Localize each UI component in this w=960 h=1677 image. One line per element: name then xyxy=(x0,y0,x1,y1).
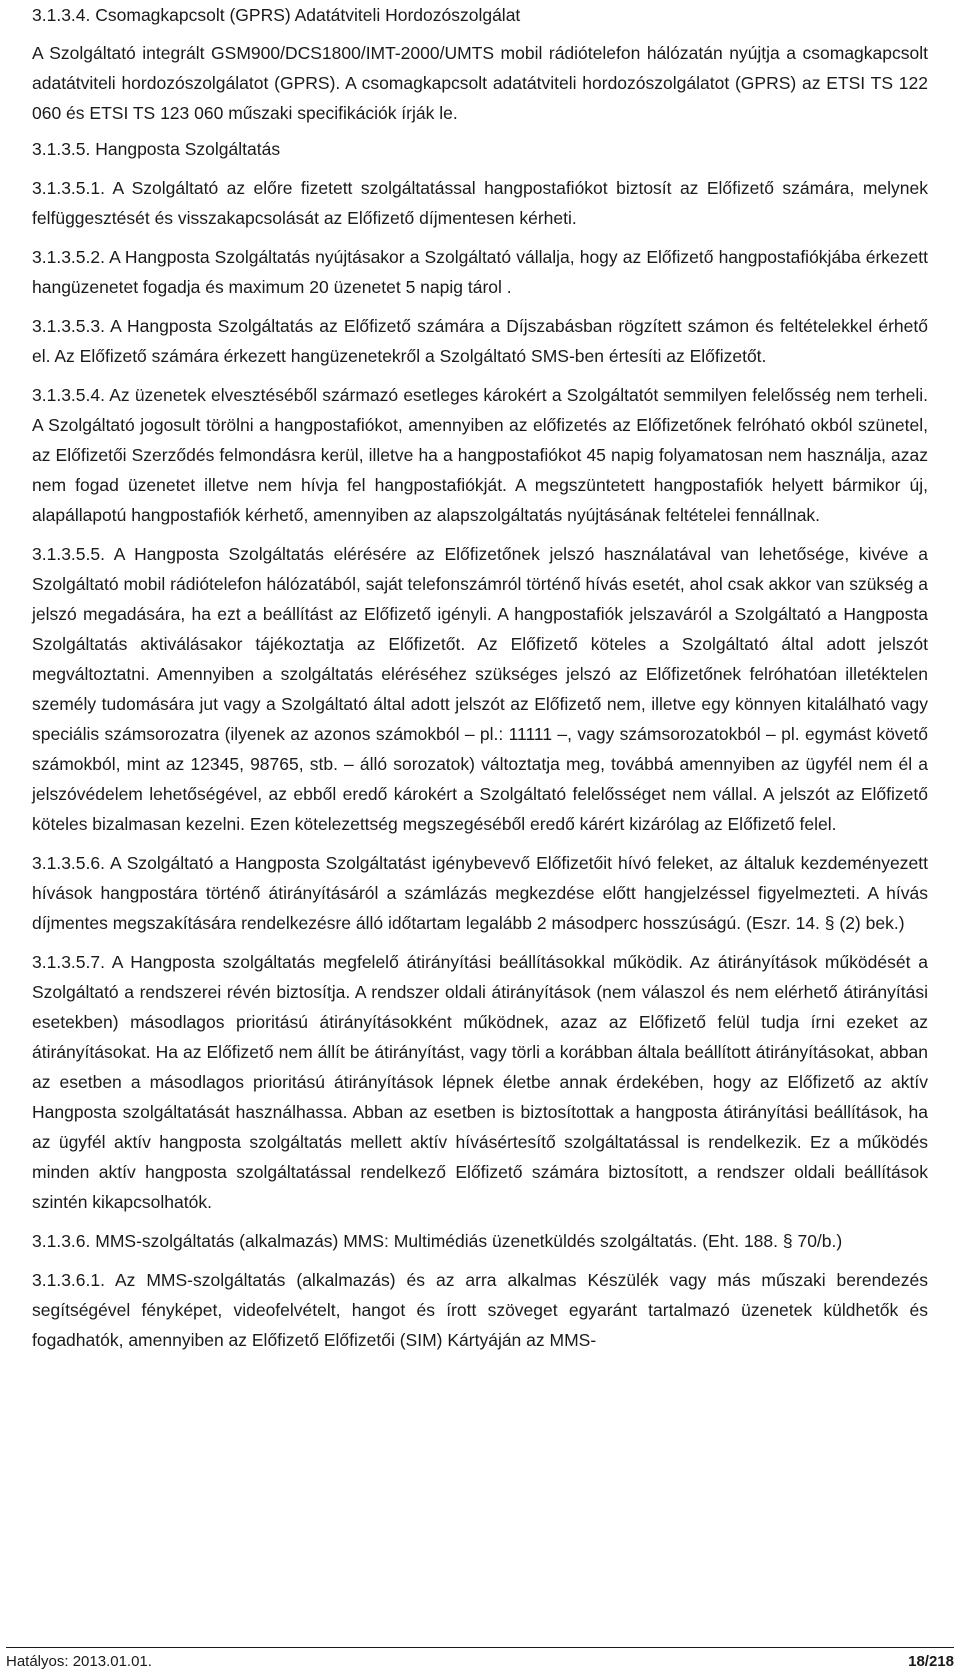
page-number: 18/218 xyxy=(908,1653,954,1670)
paragraph-3-1-3-5-5: 3.1.3.5.5. A Hangposta Szolgáltatás elérésére az Előfizetőnek jelszó használatával van lehetősége, kivéve a Szolgáltató mobil rádiótelefon hálózatából, saját telefonszámról történő hívás esetét, ahol csak akkor van szükség a jelszó megadására, ha ezt a beállítást az Előfizető igényli. A hangpostafiók jelszaváról a Szolgáltató a Hangposta Szolgáltatás aktiválásakor tájékoztatja az Előfizetőt. Az Előfizető köteles a Szolgáltató által adott jelszót megváltoztatni. Amennyiben a szolgáltatás eléréséhez szükséges jelszó az Előfizetőnek felróhatóan illetéktelen személy tudomására jut vagy a Szolgáltató által adott jelszót az Előfizető nem, illetve egy könnyen kitalálható vagy speciális számsorozatra (ilyenek az azonos számokból – pl.: 11111 –, vagy számsorozatokból – pl. egymást követő számokból, mint az 12345, 98765, stb. – álló sorozatok) változtatja meg, továbbá amennyiben az ügyfél nem él a jelszóvédelem lehetőségével, az ebből eredő károkért a Szolgáltató felelősséget nem vállal. A jelszót az Előfizető köteles bizalmasan kezelni. Ezen kötelezettség megszegéséből eredő kárért kizárólag az Előfizető felel. xyxy=(32,544,928,834)
paragraph-3-1-3-5-4: 3.1.3.5.4. Az üzenetek elvesztéséből származó esetleges károkért a Szolgáltatót semmilyen felelősség nem terheli. A Szolgáltató jogosult törölni a hangpostafiókot, amennyiben az előfizetés az Előfizetőnek felróható okból szünetel, az Előfizetői Szerződés felmondásra kerül, illetve ha a hangpostafiókot 45 napig folyamatosan nem használja, azaz nem fogad üzenetet illetve nem hívja fel hangpostafiókját. A megszüntetett hangpostafiók helyett bármikor új, alapállapotú hangpostafiók kérhető, amennyiben az alapszolgáltatás nyújtásának feltételei fennállnak. xyxy=(32,385,928,525)
paragraph-3-1-3-5-2: 3.1.3.5.2. A Hangposta Szolgáltatás nyújtásakor a Szolgáltató vállalja, hogy az Előfizető hangpostafiókjába érkezett hangüzenetet fogadja és maximum 20 üzenetet 5 napig tárol . xyxy=(32,247,928,297)
paragraph-3-1-3-6-1: 3.1.3.6.1. Az MMS-szolgáltatás (alkalmazás) és az arra alkalmas Készülék vagy más műszaki berendezés segítségével fényképet, videofelvételt, hangot és írott szöveget egyaránt tartalmazó üzenetek küldhetők és fogadhatók, amennyiben az Előfizető Előfizetői (SIM) Kártyáján az MMS- xyxy=(32,1270,928,1350)
section-title-hangposta: 3.1.3.5. Hangposta Szolgáltatás xyxy=(32,139,281,159)
section-heading: 3.1.3.4. Csomagkapcsolt (GPRS) Adatátviteli Hordozószolgálat xyxy=(32,5,521,25)
page-footer xyxy=(6,1647,954,1672)
paragraph-3-1-3-5-6: 3.1.3.5.6. A Szolgáltató a Hangposta Szolgáltatást igénybevevő Előfizetőit hívó feleket, az általuk kezdeményezett hívások hangpostára történő átirányításáról a számlázás megkezdése előtt hangjelzéssel figyelmezteti. A hívás díjmentes megszakítására rendelkezésre álló időtartam legalább 2 másodperc hosszúságú. (Eszr. 14. § (2) bek.) xyxy=(32,853,928,933)
paragraph-gprs: A Szolgáltató integrált GSM900/DCS1800/IMT-2000/UMTS mobil rádiótelefon hálózatán nyújtja a csomagkapcsolt adatátviteli hordozószolgálatot (GPRS). A csomagkapcsolt adatátviteli hordozószolgálatot (GPRS) az ETSI TS 122 060 és ETSI TS 123 060 műszaki specifikációk írják le. xyxy=(32,43,928,123)
paragraph-3-1-3-5-1: 3.1.3.5.1. A Szolgáltató az előre fizetett szolgáltatással hangpostafiókot biztosít az Előfizető számára, melynek felfüggesztését és visszakapcsolását az Előfizető díjmentesen kérheti. xyxy=(32,178,928,228)
paragraph-3-1-3-6: 3.1.3.6. MMS-szolgáltatás (alkalmazás) MMS: Multimédiás üzenetküldés szolgáltatás. (Eht. 188. § 70/b.) xyxy=(32,1231,843,1251)
paragraph-3-1-3-5-3: 3.1.3.5.3. A Hangposta Szolgáltatás az Előfizető számára a Díjszabásban rögzített számon és feltételekkel érhető el. Az Előfizető számára érkezett hangüzenetekről a Szolgáltató SMS-ben értesíti az Előfizetőt. xyxy=(32,316,928,366)
document-page xyxy=(32,0,928,1355)
paragraph-3-1-3-5-7: 3.1.3.5.7. A Hangposta szolgáltatás megfelelő átirányítási beállításokkal működik. Az átirányítások működését a Szolgáltató a rendszerei révén biztosítja. A rendszer oldali átirányítások (nem válaszol és nem elérhető átirányítási esetekben) másodlagos prioritású átirányításokként működnek, azaz az Előfizető felül tudja írni ezeket az átirányításokat. Ha az Előfizető nem állít be átirányítást, vagy törli a korábban általa beállított átirányításokat, abban az esetben a másodlagos prioritású átirányítások lépnek életbe annak érdekében, hogy az Előfizető az aktív Hangposta szolgáltatását használhassa. Abban az esetben is biztosítottak a hangposta átirányítási beállítások, ha az ügyfél aktív hangposta szolgáltatás mellett aktív hívásértesítő szolgáltatással is rendelkezik. Ez a működés minden aktív hangposta szolgáltatással rendelkező Előfizető számára biztosított, a rendszer oldali beállítások szintén kikapcsolhatók. xyxy=(32,952,928,1212)
effective-date: Hatályos: 2013.01.01. xyxy=(6,1653,152,1670)
